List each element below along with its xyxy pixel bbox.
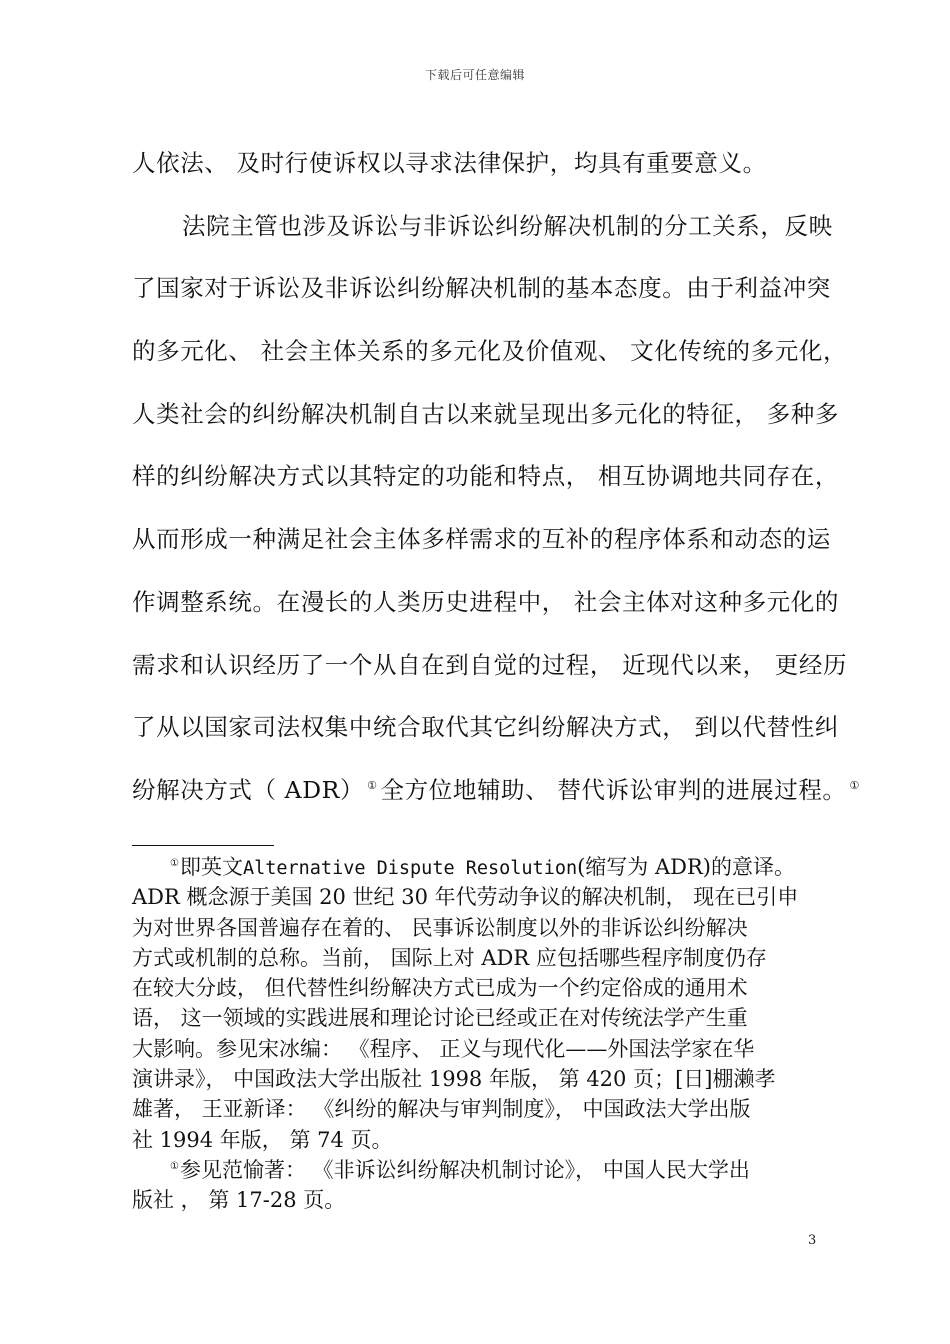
body-text-segment: 纷解决方式（ ADR） [132, 775, 365, 804]
body-line: 从而形成一种满足社会主体多样需求的互补的程序体系和动态的运 [132, 525, 831, 554]
page-header: 下载后可任意编辑 [424, 68, 525, 82]
footnote-line: 大影响。参见宋冰编： 《程序、 正义与现代化——外国法学家在华 [132, 1036, 755, 1061]
footnote-line: 版社 ， 第 17-28 页。 [132, 1188, 346, 1213]
footnote-line: 为对世界各国普遍存在着的、 民事诉讼制度以外的非诉讼纠纷解决 [132, 915, 748, 940]
body-line: 了从以国家司法权集中统合取代其它纠纷解决方式， 到以代替性纠 [132, 713, 839, 742]
footnote-line: 语， 这一领域的实践进展和理论讨论已经或正在对传统法学产生重 [132, 1006, 748, 1031]
footnote-line: 演讲录》， 中国政法大学出版社 1998 年版， 第 420 页；[日]棚濑孝 [132, 1067, 776, 1092]
footnote-line: 在较大分歧， 但代替性纠纷解决方式已成为一个约定俗成的通用术 [132, 976, 748, 1001]
footnote-line: 社 1994 年版， 第 74 页。 [132, 1127, 393, 1152]
page-number: 3 [808, 1233, 817, 1248]
footnote-mark: ① [170, 1160, 179, 1172]
body-line: 人类社会的纠纷解决机制自古以来就呈现出多元化的特征， 多种多 [132, 399, 839, 428]
body-line: 样的纠纷解决方式以其特定的功能和特点， 相互协调地共同存在， [132, 462, 839, 491]
footnote-separator [132, 845, 274, 846]
footnote-2-first-line [132, 1155, 822, 1185]
footnote-line: 方式或机制的总称。当前， 国际上对 ADR 应包括哪些程序制度仍存 [132, 945, 767, 970]
footnote-english-term: Alternative Dispute Resolution [242, 858, 578, 879]
footnote-line: ADR 概念源于美国 20 世纪 30 年代劳动争议的解决机制， 现在已引申 [132, 885, 799, 910]
footnote-ref-mark[interactable]: ① [849, 779, 860, 793]
footnote-line: 雄著， 王亚新译： 《纠纷的解决与审判制度》， 中国政法大学出版 [132, 1097, 751, 1122]
footnote-text: 参见范愉著： 《非诉讼纠纷解决机制讨论》， 中国人民大学出 [179, 1157, 750, 1182]
footnote-text: 即英文 [179, 855, 243, 879]
body-text-segment: 全方位地辅助、 替代诉讼审判的进展过程。 [380, 775, 847, 804]
footnote-ref-mark[interactable]: ① [367, 779, 378, 793]
footnote-1-first-line [132, 852, 822, 882]
body-line: 了国家对于诉讼及非诉讼纠纷解决机制的基本态度。由于利益冲突 [132, 274, 831, 303]
body-line: 人依法、 及时行使诉权以寻求法律保护，均具有重要意义。 [132, 149, 767, 177]
footnote-mark: ① [170, 858, 179, 869]
body-line: 作调整系统。在漫长的人类历史进程中， 社会主体对这种多元化的 [132, 587, 839, 616]
footnotes [132, 852, 822, 1216]
paragraph-start-line: 法院主管也涉及诉讼与非诉讼纠纷解决机制的分工关系，反映 [182, 211, 833, 240]
body-line: 需求和认识经历了一个从自在到自觉的过程， 近现代以来， 更经历 [132, 650, 848, 679]
body-text [132, 138, 860, 828]
footnote-text: (缩写为 ADR)的意译。 [577, 855, 795, 879]
body-last-line [132, 765, 860, 828]
body-line: 的多元化、 社会主体关系的多元化及价值观、 文化传统的多元化， [132, 337, 848, 366]
